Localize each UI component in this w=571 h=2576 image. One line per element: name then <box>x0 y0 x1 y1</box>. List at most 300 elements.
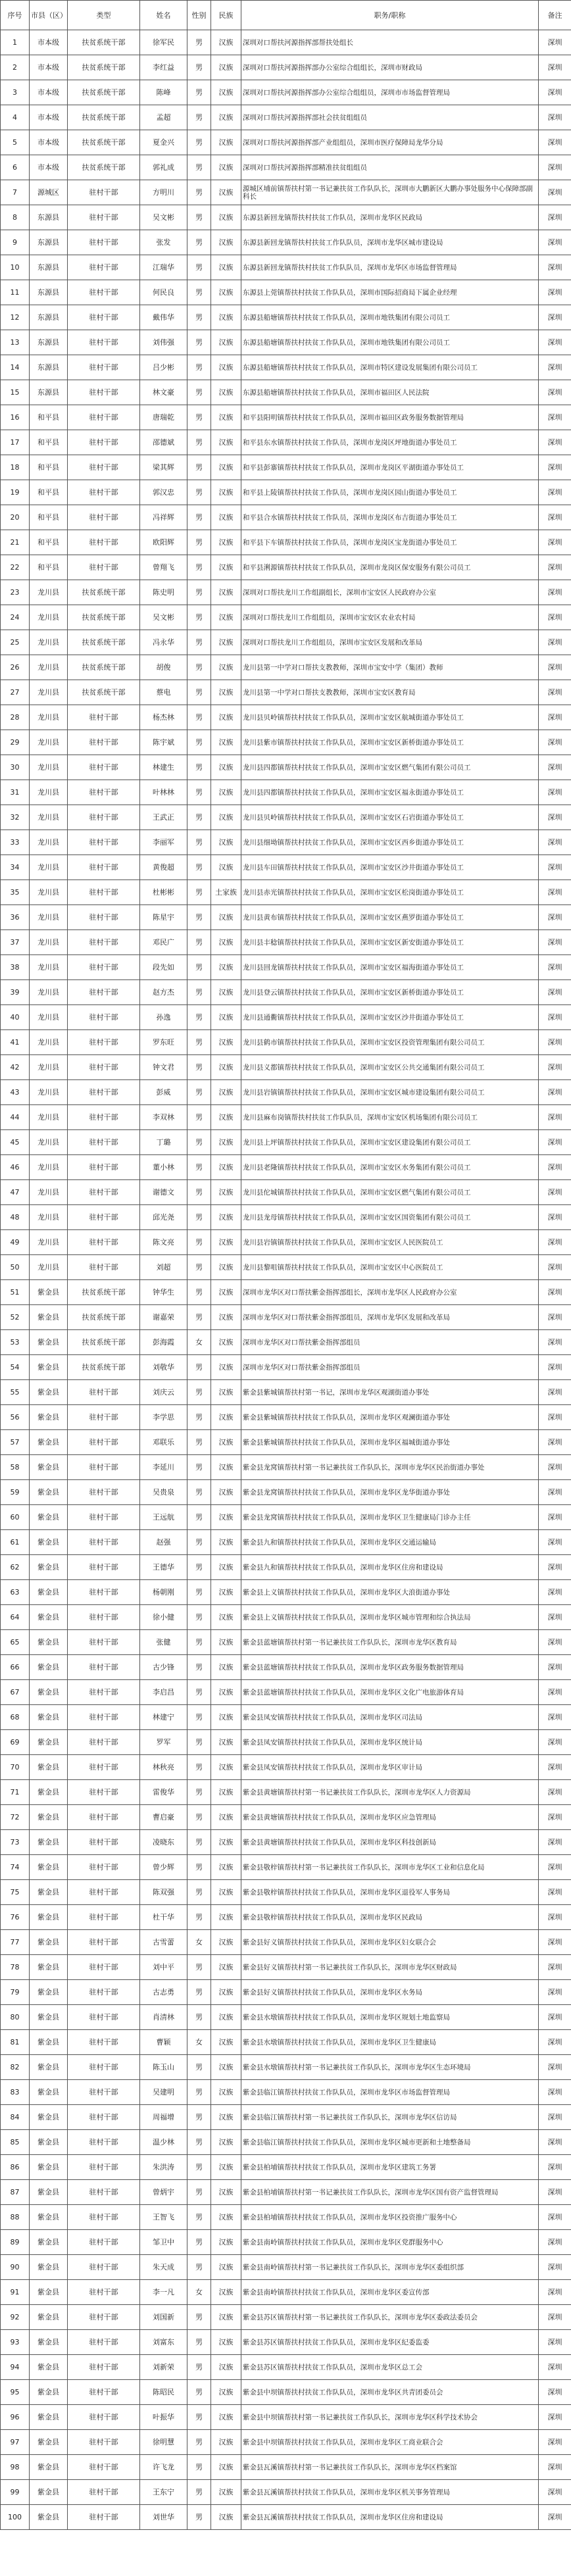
position-cell: 紫金县中坝镇帮扶村第一书记兼扶贫工作队队长，深圳市龙华区科学技术协会 <box>241 2405 539 2430</box>
position-cell: 和平县浰源镇帮扶村扶贫工作队队员，深圳市龙岗区保安服务有限公司员工 <box>241 555 539 580</box>
gender-cell: 男 <box>187 1255 211 1280</box>
county-cell: 紫金县 <box>30 1480 68 1505</box>
ethnic-cell: 汉族 <box>211 580 241 605</box>
type-cell: 驻村干部 <box>68 1605 140 1630</box>
county-cell: 紫金县 <box>30 2055 68 2080</box>
county-cell: 紫金县 <box>30 1855 68 1880</box>
index-cell: 23 <box>1 580 30 605</box>
table-row <box>1 2105 571 2130</box>
name-cell: 罗军 <box>140 1730 187 1755</box>
table-row <box>1 355 571 380</box>
type-cell: 驻村干部 <box>68 1705 140 1730</box>
county-cell: 龙川县 <box>30 1155 68 1180</box>
county-cell: 紫金县 <box>30 2230 68 2255</box>
index-cell: 3 <box>1 80 30 105</box>
table-row <box>1 1105 571 1130</box>
gender-cell: 男 <box>187 455 211 480</box>
position-cell: 紫金县柏埔镇帮扶村扶贫工作队队员，深圳市龙华区投资推广服务中心 <box>241 2205 539 2230</box>
ethnic-cell: 汉族 <box>211 80 241 105</box>
position-cell: 紫金县中坝镇帮扶村扶贫工作队队员，深圳市龙华区工商业联合会 <box>241 2430 539 2455</box>
gender-cell: 男 <box>187 2405 211 2430</box>
type-cell: 驻村干部 <box>68 355 140 380</box>
note-cell: 深圳 <box>539 1355 571 1380</box>
type-cell: 驻村干部 <box>68 1930 140 1955</box>
index-cell: 91 <box>1 2280 30 2305</box>
county-cell: 紫金县 <box>30 1605 68 1630</box>
name-cell: 张发 <box>140 230 187 255</box>
gender-cell: 男 <box>187 280 211 305</box>
ethnic-cell: 汉族 <box>211 1580 241 1605</box>
county-cell: 龙川县 <box>30 630 68 655</box>
gender-cell: 男 <box>187 530 211 555</box>
table-row <box>1 1380 571 1405</box>
ethnic-cell: 汉族 <box>211 1730 241 1755</box>
position-cell: 和平县下车镇帮扶村扶贫工作队员，深圳市龙岗区宝龙街道办事处员工 <box>241 530 539 555</box>
name-cell: 戴伟华 <box>140 305 187 330</box>
note-cell: 深圳 <box>539 2280 571 2305</box>
county-cell: 紫金县 <box>30 1930 68 1955</box>
position-cell: 和平县阳明镇帮扶村扶贫工作队队员，深圳市福田区政务服务数据管理局 <box>241 405 539 430</box>
name-cell: 徐明慧 <box>140 2430 187 2455</box>
position-cell: 和平县东水镇帮扶村扶贫工作队员，深圳市龙岗区坪地街道办事处员工 <box>241 430 539 455</box>
gender-cell: 男 <box>187 1080 211 1105</box>
county-cell: 紫金县 <box>30 2030 68 2055</box>
ethnic-cell: 汉族 <box>211 1630 241 1655</box>
gender-cell: 女 <box>187 1330 211 1355</box>
note-cell: 深圳 <box>539 1180 571 1205</box>
index-cell: 5 <box>1 130 30 155</box>
note-cell: 深圳 <box>539 2155 571 2180</box>
table-row <box>1 580 571 605</box>
county-cell: 和平县 <box>30 480 68 505</box>
note-cell: 深圳 <box>539 1105 571 1130</box>
type-cell: 驻村干部 <box>68 2155 140 2180</box>
county-cell: 紫金县 <box>30 2180 68 2205</box>
name-cell: 曾翔飞 <box>140 555 187 580</box>
county-cell: 紫金县 <box>30 1530 68 1555</box>
table-row <box>1 2355 571 2380</box>
index-cell: 60 <box>1 1505 30 1530</box>
index-cell: 89 <box>1 2230 30 2255</box>
note-cell: 深圳 <box>539 180 571 205</box>
note-cell: 深圳 <box>539 2330 571 2355</box>
table-row <box>1 2280 571 2305</box>
note-cell: 深圳 <box>539 1855 571 1880</box>
ethnic-cell: 汉族 <box>211 2505 241 2530</box>
table-row <box>1 1430 571 1455</box>
note-cell: 深圳 <box>539 1955 571 1980</box>
ethnic-cell: 汉族 <box>211 780 241 805</box>
gender-cell: 男 <box>187 2380 211 2405</box>
position-cell: 龙川县通衢镇帮扶村扶贫工作队队员，深圳市宝安区沙井街道办事处员工 <box>241 1005 539 1030</box>
note-cell: 深圳 <box>539 330 571 355</box>
gender-cell: 男 <box>187 1780 211 1805</box>
position-cell: 龙川县老隆镇帮扶村扶贫工作队队员，深圳市宝安区水务集团有限公司员工 <box>241 1155 539 1180</box>
gender-cell: 男 <box>187 1130 211 1155</box>
col-type-header: 类型 <box>68 1 140 30</box>
table-row <box>1 405 571 430</box>
note-cell: 深圳 <box>539 930 571 955</box>
note-cell: 深圳 <box>539 1630 571 1655</box>
county-cell: 紫金县 <box>30 2455 68 2480</box>
table-row <box>1 1555 571 1580</box>
county-cell: 紫金县 <box>30 1405 68 1430</box>
note-cell: 深圳 <box>539 680 571 705</box>
ethnic-cell: 汉族 <box>211 1480 241 1505</box>
index-cell: 45 <box>1 1130 30 1155</box>
note-cell: 深圳 <box>539 130 571 155</box>
index-cell: 1 <box>1 30 30 55</box>
gender-cell: 男 <box>187 1855 211 1880</box>
table-row <box>1 1680 571 1705</box>
name-cell: 段先如 <box>140 955 187 980</box>
position-cell: 深圳对口帮扶龙川工作组组员，深圳市宝安区农业农村局 <box>241 605 539 630</box>
county-cell: 紫金县 <box>30 2430 68 2455</box>
index-cell: 46 <box>1 1155 30 1180</box>
name-cell: 林建宁 <box>140 1705 187 1730</box>
type-cell: 驻村干部 <box>68 2505 140 2530</box>
type-cell: 驻村干部 <box>68 2355 140 2380</box>
gender-cell: 男 <box>187 1980 211 2005</box>
gender-cell: 男 <box>187 1705 211 1730</box>
county-cell: 东源县 <box>30 355 68 380</box>
ethnic-cell: 汉族 <box>211 1230 241 1255</box>
gender-cell: 男 <box>187 330 211 355</box>
county-cell: 市本级 <box>30 155 68 180</box>
type-cell: 驻村干部 <box>68 2030 140 2055</box>
gender-cell: 男 <box>187 1180 211 1205</box>
note-cell: 深圳 <box>539 2030 571 2055</box>
gender-cell: 男 <box>187 2055 211 2080</box>
county-cell: 紫金县 <box>30 2480 68 2505</box>
table-row <box>1 1730 571 1755</box>
index-cell: 47 <box>1 1180 30 1205</box>
ethnic-cell: 汉族 <box>211 1555 241 1580</box>
position-cell: 深圳对口帮扶龙川工作组组员，深圳市宝安区发展和改革局 <box>241 630 539 655</box>
name-cell: 赵方杰 <box>140 980 187 1005</box>
ethnic-cell: 汉族 <box>211 855 241 880</box>
gender-cell: 男 <box>187 705 211 730</box>
type-cell: 驻村干部 <box>68 1555 140 1580</box>
gender-cell: 男 <box>187 805 211 830</box>
table-row <box>1 380 571 405</box>
note-cell: 深圳 <box>539 1005 571 1030</box>
note-cell: 深圳 <box>539 805 571 830</box>
position-cell: 东源县新回龙镇帮扶村扶贫工作队员，深圳市龙华区民政局 <box>241 205 539 230</box>
name-cell: 邵德斌 <box>140 430 187 455</box>
note-cell: 深圳 <box>539 780 571 805</box>
position-cell: 紫金县水墩镇帮扶村第一书记兼扶贫工作队队长，深圳市龙华区生态环境局 <box>241 2055 539 2080</box>
gender-cell: 男 <box>187 2205 211 2230</box>
position-cell: 紫金县上义镇帮扶村扶贫工作队队员，深圳市龙华区大浪街道办事处 <box>241 1580 539 1605</box>
note-cell: 深圳 <box>539 2105 571 2130</box>
position-cell: 龙川县四都镇帮扶村扶贫工作队队员，深圳市宝安区燃气集团有限公司员工 <box>241 755 539 780</box>
gender-cell: 男 <box>187 1405 211 1430</box>
county-cell: 紫金县 <box>30 1880 68 1905</box>
note-cell: 深圳 <box>539 2180 571 2205</box>
index-cell: 48 <box>1 1205 30 1230</box>
name-cell: 朱天成 <box>140 2255 187 2280</box>
index-cell: 2 <box>1 55 30 80</box>
county-cell: 紫金县 <box>30 1730 68 1755</box>
county-cell: 龙川县 <box>30 830 68 855</box>
table-row <box>1 1030 571 1055</box>
table-row <box>1 930 571 955</box>
position-cell: 紫金县凤安镇帮扶村扶贫工作队队员，深圳市龙华区审计局 <box>241 1755 539 1780</box>
type-cell: 驻村干部 <box>68 805 140 830</box>
county-cell: 东源县 <box>30 205 68 230</box>
name-cell: 梁其辉 <box>140 455 187 480</box>
type-cell: 驻村干部 <box>68 1780 140 1805</box>
gender-cell: 男 <box>187 1580 211 1605</box>
ethnic-cell: 汉族 <box>211 605 241 630</box>
position-cell: 龙川县岩镇镇帮扶村扶贫工作队队员，深圳市宝安区人民医院员工 <box>241 1230 539 1255</box>
note-cell: 深圳 <box>539 105 571 130</box>
name-cell: 谢嘉荣 <box>140 1305 187 1330</box>
ethnic-cell: 汉族 <box>211 555 241 580</box>
name-cell: 王武正 <box>140 805 187 830</box>
ethnic-cell: 汉族 <box>211 680 241 705</box>
table-body <box>1 30 571 2530</box>
type-cell: 驻村干部 <box>68 2280 140 2305</box>
index-cell: 87 <box>1 2180 30 2205</box>
ethnic-cell: 汉族 <box>211 705 241 730</box>
gender-cell: 男 <box>187 1430 211 1455</box>
position-cell: 深圳市龙华区对口帮扶紫金指挥部组员 <box>241 1330 539 1355</box>
position-cell: 紫金县好义镇帮扶村扶贫工作队队员，深圳市龙华区水务局 <box>241 1980 539 2005</box>
note-cell: 深圳 <box>539 980 571 1005</box>
county-cell: 源城区 <box>30 180 68 205</box>
note-cell: 深圳 <box>539 1555 571 1580</box>
position-cell: 紫金县水墩镇帮扶村扶贫工作队队员，深圳市龙华区卫生健康局 <box>241 2030 539 2055</box>
county-cell: 紫金县 <box>30 2005 68 2030</box>
index-cell: 11 <box>1 280 30 305</box>
index-cell: 69 <box>1 1730 30 1755</box>
gender-cell: 男 <box>187 1905 211 1930</box>
note-cell: 深圳 <box>539 1030 571 1055</box>
name-cell: 王德华 <box>140 1555 187 1580</box>
position-cell: 龙川县细坳镇帮扶村扶贫工作队队员，深圳市宝安区西乡街道办事处员工 <box>241 830 539 855</box>
gender-cell: 男 <box>187 1055 211 1080</box>
position-cell: 源城区埔前镇帮扶村第一书记兼扶贫工作队队长，深圳市大鹏新区大鹏办事处服务中心保障部副科长 <box>241 180 539 205</box>
note-cell: 深圳 <box>539 855 571 880</box>
gender-cell: 男 <box>187 355 211 380</box>
type-cell: 扶贫系统干部 <box>68 1355 140 1380</box>
gender-cell: 男 <box>187 630 211 655</box>
position-cell: 龙川县黄布镇帮扶村扶贫工作队队员，深圳市宝安区燕罗街道办事处员工 <box>241 905 539 930</box>
table-row <box>1 730 571 755</box>
name-cell: 肖清林 <box>140 2005 187 2030</box>
table-row <box>1 1605 571 1630</box>
gender-cell: 男 <box>187 1205 211 1230</box>
ethnic-cell: 汉族 <box>211 1055 241 1080</box>
gender-cell: 男 <box>187 1030 211 1055</box>
position-cell: 东源县新回龙镇帮扶村扶贫工作队队员，深圳市龙华区市场监督管理局 <box>241 255 539 280</box>
table-row <box>1 1405 571 1430</box>
ethnic-cell: 汉族 <box>211 1755 241 1780</box>
position-cell: 东源县船塘镇帮扶村扶贫工作队队员，深圳市地铁集团有限公司员工 <box>241 330 539 355</box>
type-cell: 驻村干部 <box>68 855 140 880</box>
name-cell: 刘世华 <box>140 2505 187 2530</box>
type-cell: 驻村干部 <box>68 1680 140 1705</box>
position-cell: 紫金县临江镇帮扶村扶贫工作队队员，深圳市龙华区城市更新和土地整备局 <box>241 2130 539 2155</box>
type-cell: 驻村干部 <box>68 205 140 230</box>
index-cell: 56 <box>1 1405 30 1430</box>
index-cell: 63 <box>1 1580 30 1605</box>
table-row <box>1 555 571 580</box>
table-row <box>1 1230 571 1255</box>
note-cell: 深圳 <box>539 730 571 755</box>
name-cell: 陈文亮 <box>140 1230 187 1255</box>
ethnic-cell: 汉族 <box>211 2405 241 2430</box>
name-cell: 孙逸 <box>140 1005 187 1030</box>
name-cell: 吴文彬 <box>140 205 187 230</box>
ethnic-cell: 汉族 <box>211 1705 241 1730</box>
index-cell: 66 <box>1 1655 30 1680</box>
table-row <box>1 1655 571 1680</box>
ethnic-cell: 汉族 <box>211 1980 241 2005</box>
county-cell: 龙川县 <box>30 805 68 830</box>
type-cell: 驻村干部 <box>68 1905 140 1930</box>
note-cell: 深圳 <box>539 2005 571 2030</box>
county-cell: 龙川县 <box>30 680 68 705</box>
type-cell: 驻村干部 <box>68 2205 140 2230</box>
name-cell: 李一凡 <box>140 2280 187 2305</box>
county-cell: 龙川县 <box>30 655 68 680</box>
col-gender-header: 性别 <box>187 1 211 30</box>
index-cell: 14 <box>1 355 30 380</box>
name-cell: 吴文彬 <box>140 605 187 630</box>
type-cell: 驻村干部 <box>68 2455 140 2480</box>
county-cell: 市本级 <box>30 30 68 55</box>
name-cell: 凌晓东 <box>140 1830 187 1855</box>
gender-cell: 男 <box>187 155 211 180</box>
county-cell: 紫金县 <box>30 2205 68 2230</box>
note-cell: 深圳 <box>539 1430 571 1455</box>
name-cell: 曹启豪 <box>140 1805 187 1830</box>
type-cell: 驻村干部 <box>68 1005 140 1030</box>
ethnic-cell: 汉族 <box>211 255 241 280</box>
position-cell: 紫金县瓦溪镇帮扶村扶贫工作队队员，深圳市龙华区机关事务管理局 <box>241 2480 539 2505</box>
gender-cell: 男 <box>187 2455 211 2480</box>
type-cell: 驻村干部 <box>68 1655 140 1680</box>
note-cell: 深圳 <box>539 1155 571 1180</box>
position-cell: 龙川县贝岭镇帮扶村扶贫工作队队员，深圳市宝安区航城街道办事处员工 <box>241 705 539 730</box>
table-row <box>1 680 571 705</box>
table-row <box>1 1305 571 1330</box>
gender-cell: 男 <box>187 1105 211 1130</box>
note-cell: 深圳 <box>539 880 571 905</box>
ethnic-cell: 汉族 <box>211 455 241 480</box>
position-cell: 紫金县敬梓镇帮扶村扶贫工作队队员，深圳市龙华区民政局 <box>241 1905 539 1930</box>
type-cell: 驻村干部 <box>68 1255 140 1280</box>
gender-cell: 男 <box>187 1305 211 1330</box>
ethnic-cell: 汉族 <box>211 655 241 680</box>
ethnic-cell: 汉族 <box>211 1105 241 1130</box>
table-row <box>1 1630 571 1655</box>
note-cell: 深圳 <box>539 1980 571 2005</box>
ethnic-cell: 汉族 <box>211 1205 241 1230</box>
position-cell: 龙川县第一中学对口帮扶支教教师，深圳市宝安区教育局 <box>241 680 539 705</box>
note-cell: 深圳 <box>539 955 571 980</box>
ethnic-cell: 汉族 <box>211 505 241 530</box>
gender-cell: 男 <box>187 430 211 455</box>
county-cell: 龙川县 <box>30 705 68 730</box>
note-cell: 深圳 <box>539 2455 571 2480</box>
county-cell: 龙川县 <box>30 980 68 1005</box>
index-cell: 25 <box>1 630 30 655</box>
note-cell: 深圳 <box>539 1680 571 1705</box>
col-ethnic-header: 民族 <box>211 1 241 30</box>
county-cell: 紫金县 <box>30 2105 68 2130</box>
position-cell: 龙川县麻布岗镇帮扶村扶贫工作队队员，深圳市宝安区机场集团有限公司员工 <box>241 1105 539 1130</box>
index-cell: 13 <box>1 330 30 355</box>
type-cell: 扶贫系统干部 <box>68 80 140 105</box>
name-cell: 陈峰 <box>140 80 187 105</box>
position-cell: 龙川县岩镇镇帮扶村扶贫工作队队员，深圳市宝安区城市建设集团有限公司员工 <box>241 1080 539 1105</box>
index-cell: 71 <box>1 1780 30 1805</box>
gender-cell: 男 <box>187 2505 211 2530</box>
type-cell: 驻村干部 <box>68 530 140 555</box>
name-cell: 邹卫中 <box>140 2230 187 2255</box>
name-cell: 曾少辉 <box>140 1855 187 1880</box>
index-cell: 41 <box>1 1030 30 1055</box>
note-cell: 深圳 <box>539 1530 571 1555</box>
name-cell: 罗东旺 <box>140 1030 187 1055</box>
county-cell: 紫金县 <box>30 2305 68 2330</box>
note-cell: 深圳 <box>539 605 571 630</box>
county-cell: 东源县 <box>30 255 68 280</box>
type-cell: 驻村干部 <box>68 1830 140 1855</box>
table-row <box>1 955 571 980</box>
col-position-header: 职务/职称 <box>241 1 539 30</box>
county-cell: 和平县 <box>30 505 68 530</box>
type-cell: 驻村干部 <box>68 1130 140 1155</box>
type-cell: 驻村干部 <box>68 2330 140 2355</box>
ethnic-cell: 汉族 <box>211 1880 241 1905</box>
county-cell: 龙川县 <box>30 580 68 605</box>
table-row <box>1 205 571 230</box>
name-cell: 吴建明 <box>140 2080 187 2105</box>
position-cell: 东源县新回龙镇帮扶村扶贫工作队队员，深圳市龙华区城市建设局 <box>241 230 539 255</box>
position-cell: 紫金县九和镇帮扶村扶贫工作队队员，深圳市龙华区住房和建设局 <box>241 1555 539 1580</box>
index-cell: 22 <box>1 555 30 580</box>
position-cell: 紫金县苏区镇帮扶村第一书记兼扶贫工作队队长，深圳市龙华区委政法委员会 <box>241 2305 539 2330</box>
gender-cell: 男 <box>187 255 211 280</box>
ethnic-cell: 汉族 <box>211 380 241 405</box>
note-cell: 深圳 <box>539 1655 571 1680</box>
ethnic-cell: 汉族 <box>211 2205 241 2230</box>
index-cell: 44 <box>1 1105 30 1130</box>
table-row <box>1 1005 571 1030</box>
ethnic-cell: 汉族 <box>211 730 241 755</box>
table-row <box>1 1880 571 1905</box>
gender-cell: 男 <box>187 755 211 780</box>
ethnic-cell: 汉族 <box>211 1405 241 1430</box>
type-cell: 驻村干部 <box>68 430 140 455</box>
table-row <box>1 2155 571 2180</box>
table-row <box>1 1980 571 2005</box>
name-cell: 刘庆云 <box>140 1380 187 1405</box>
gender-cell: 男 <box>187 780 211 805</box>
index-cell: 36 <box>1 905 30 930</box>
gender-cell: 男 <box>187 55 211 80</box>
type-cell: 驻村干部 <box>68 480 140 505</box>
position-cell: 紫金县紫城镇帮扶村扶贫工作队队员，深圳市龙华区福城街道办事处 <box>241 1430 539 1455</box>
name-cell: 谢德文 <box>140 1180 187 1205</box>
ethnic-cell: 汉族 <box>211 30 241 55</box>
col-index-header: 序号 <box>1 1 30 30</box>
